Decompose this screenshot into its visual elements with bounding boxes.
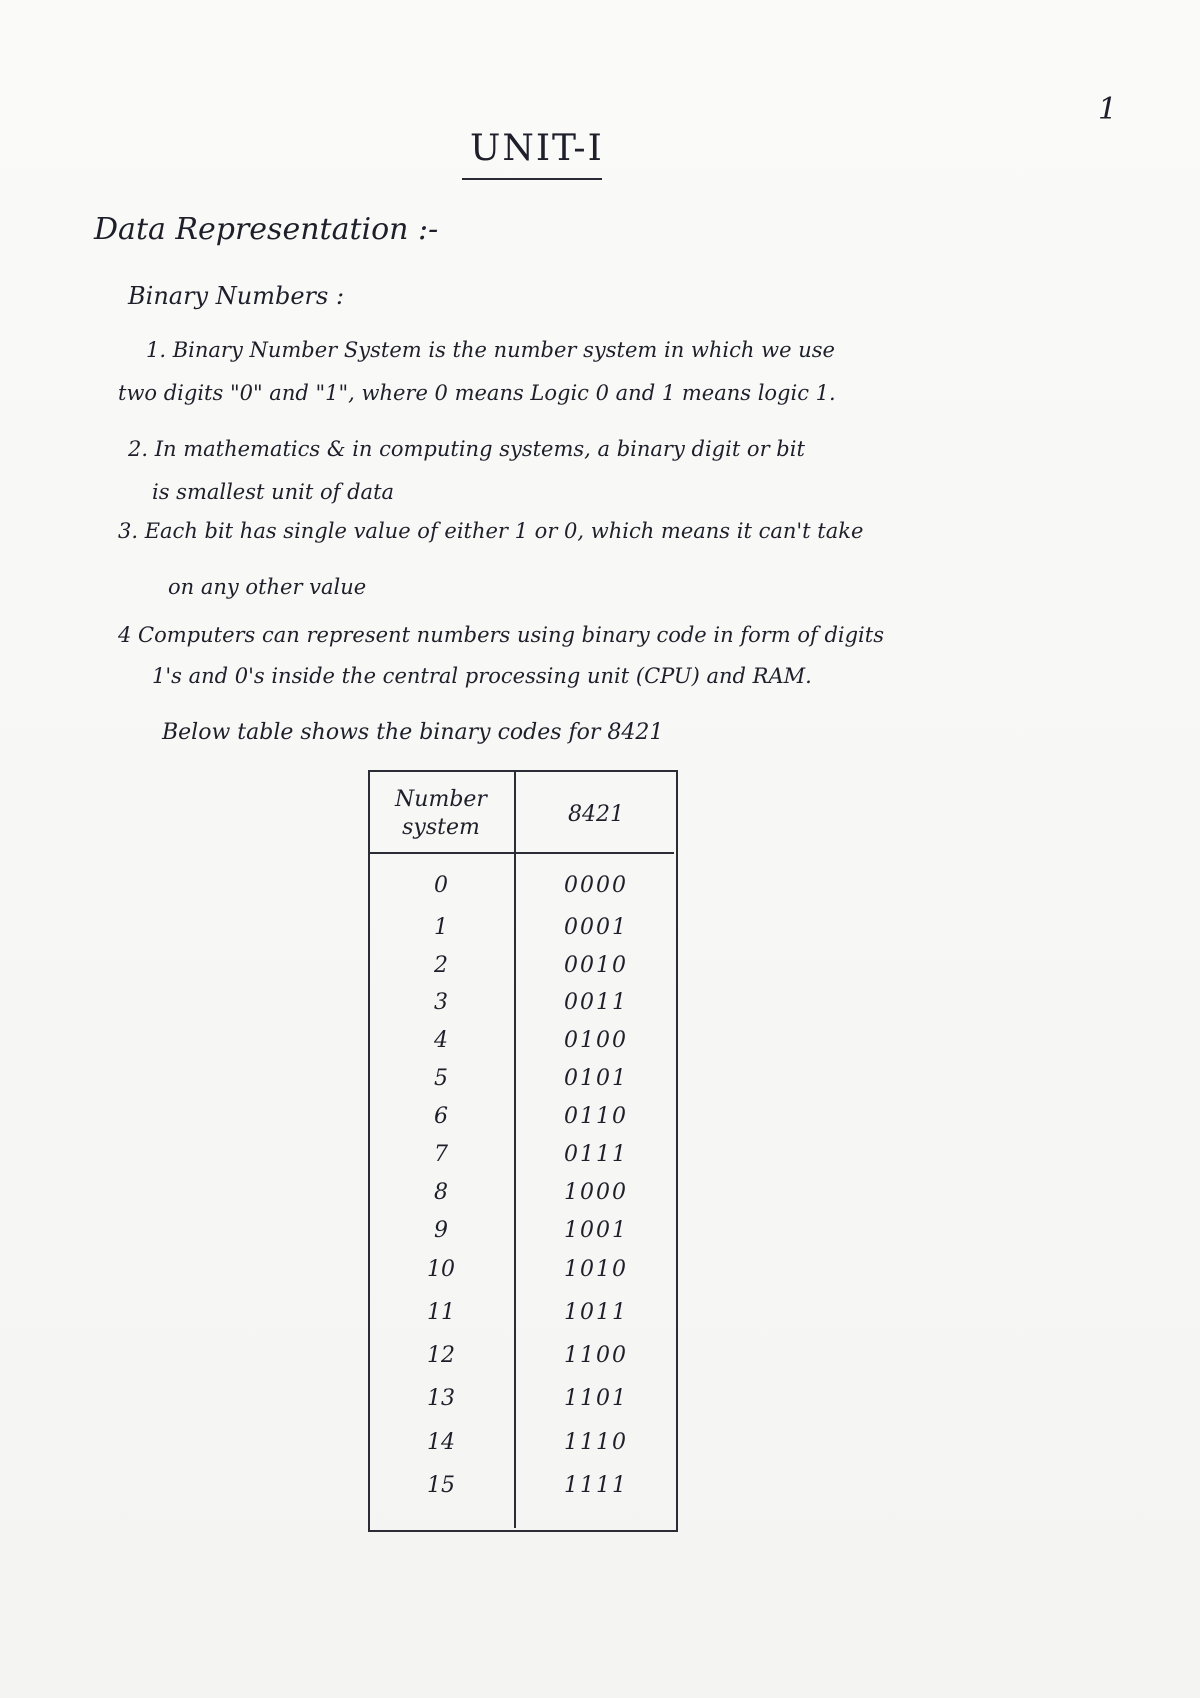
bleed-through-text — [40, 1380, 47, 1404]
table-cell-code: 1011 — [564, 1300, 628, 1325]
table-cell-number: 11 — [427, 1300, 455, 1325]
table-column-divider — [514, 770, 516, 1528]
table-cell-code: 1101 — [564, 1386, 628, 1411]
section-title: Data Representation :- — [94, 212, 439, 247]
table-cell-code: 0011 — [564, 990, 628, 1015]
text-line-5: 3. Each bit has single value of either 1 or 0, which means it can't take — [118, 519, 864, 543]
table-cell-code: 0111 — [564, 1142, 628, 1167]
table-header-divider — [368, 852, 674, 854]
table-cell-number: 8 — [434, 1180, 448, 1205]
text-line-6: on any other value — [168, 575, 367, 599]
text-line-3: 2. In mathematics & in computing systems, a binary digit or bit — [128, 437, 805, 461]
text-line-1: 1. Binary Number System is the number system in which we use — [146, 338, 835, 362]
text-line-8: 1's and 0's inside the central processing unit (CPU) and RAM. — [152, 664, 812, 688]
table-cell-number: 10 — [427, 1257, 455, 1282]
table-cell-code: 1001 — [564, 1218, 628, 1243]
table-cell-number: 5 — [434, 1066, 448, 1091]
table-cell-code: 0110 — [564, 1104, 628, 1129]
table-cell-code: 0010 — [564, 953, 628, 978]
binary-code-table — [368, 770, 678, 1530]
bleed-through-text — [38, 1092, 45, 1116]
table-cell-code: 1000 — [564, 1180, 628, 1205]
text-line-4: is smallest unit of data — [152, 480, 395, 504]
table-cell-number: 15 — [427, 1473, 455, 1498]
table-header-number-system: Number system — [395, 787, 487, 840]
unit-title: UNIT-I — [470, 128, 604, 169]
table-header-8421: 8421 — [568, 802, 624, 827]
table-cell-number: 3 — [434, 990, 448, 1015]
text-line-7: 4 Computers can represent numbers using binary code in form of digits — [118, 623, 884, 647]
table-cell-code: 0100 — [564, 1028, 628, 1053]
unit-title-underline — [462, 178, 602, 180]
table-cell-number: 1 — [434, 915, 448, 940]
page-number: 1 — [1098, 92, 1118, 127]
table-cell-code: 1100 — [564, 1343, 628, 1368]
bleed-through-text — [40, 1240, 47, 1264]
table-cell-code: 1111 — [564, 1473, 628, 1498]
table-cell-number: 9 — [434, 1218, 448, 1243]
table-cell-code: 0101 — [564, 1066, 628, 1091]
table-cell-code: 1010 — [564, 1257, 628, 1282]
table-cell-number: 2 — [434, 953, 448, 978]
table-cell-number: 14 — [427, 1430, 455, 1455]
table-cell-number: 4 — [434, 1028, 448, 1053]
table-cell-code: 0001 — [564, 915, 628, 940]
text-line-2: two digits "0" and "1", where 0 means Logic 0 and 1 means logic 1. — [118, 381, 836, 405]
table-cell-code: 1110 — [564, 1430, 628, 1455]
subsection-title: Binary Numbers : — [128, 282, 345, 310]
table-cell-number: 7 — [434, 1142, 448, 1167]
table-cell-number: 0 — [434, 873, 448, 898]
table-cell-number: 13 — [427, 1386, 455, 1411]
bleed-through-text — [40, 928, 47, 952]
table-cell-number: 6 — [434, 1104, 448, 1129]
table-cell-code: 0000 — [564, 873, 628, 898]
table-cell-number: 12 — [427, 1343, 455, 1368]
table-caption: Below table shows the binary codes for 8421 — [162, 720, 664, 745]
